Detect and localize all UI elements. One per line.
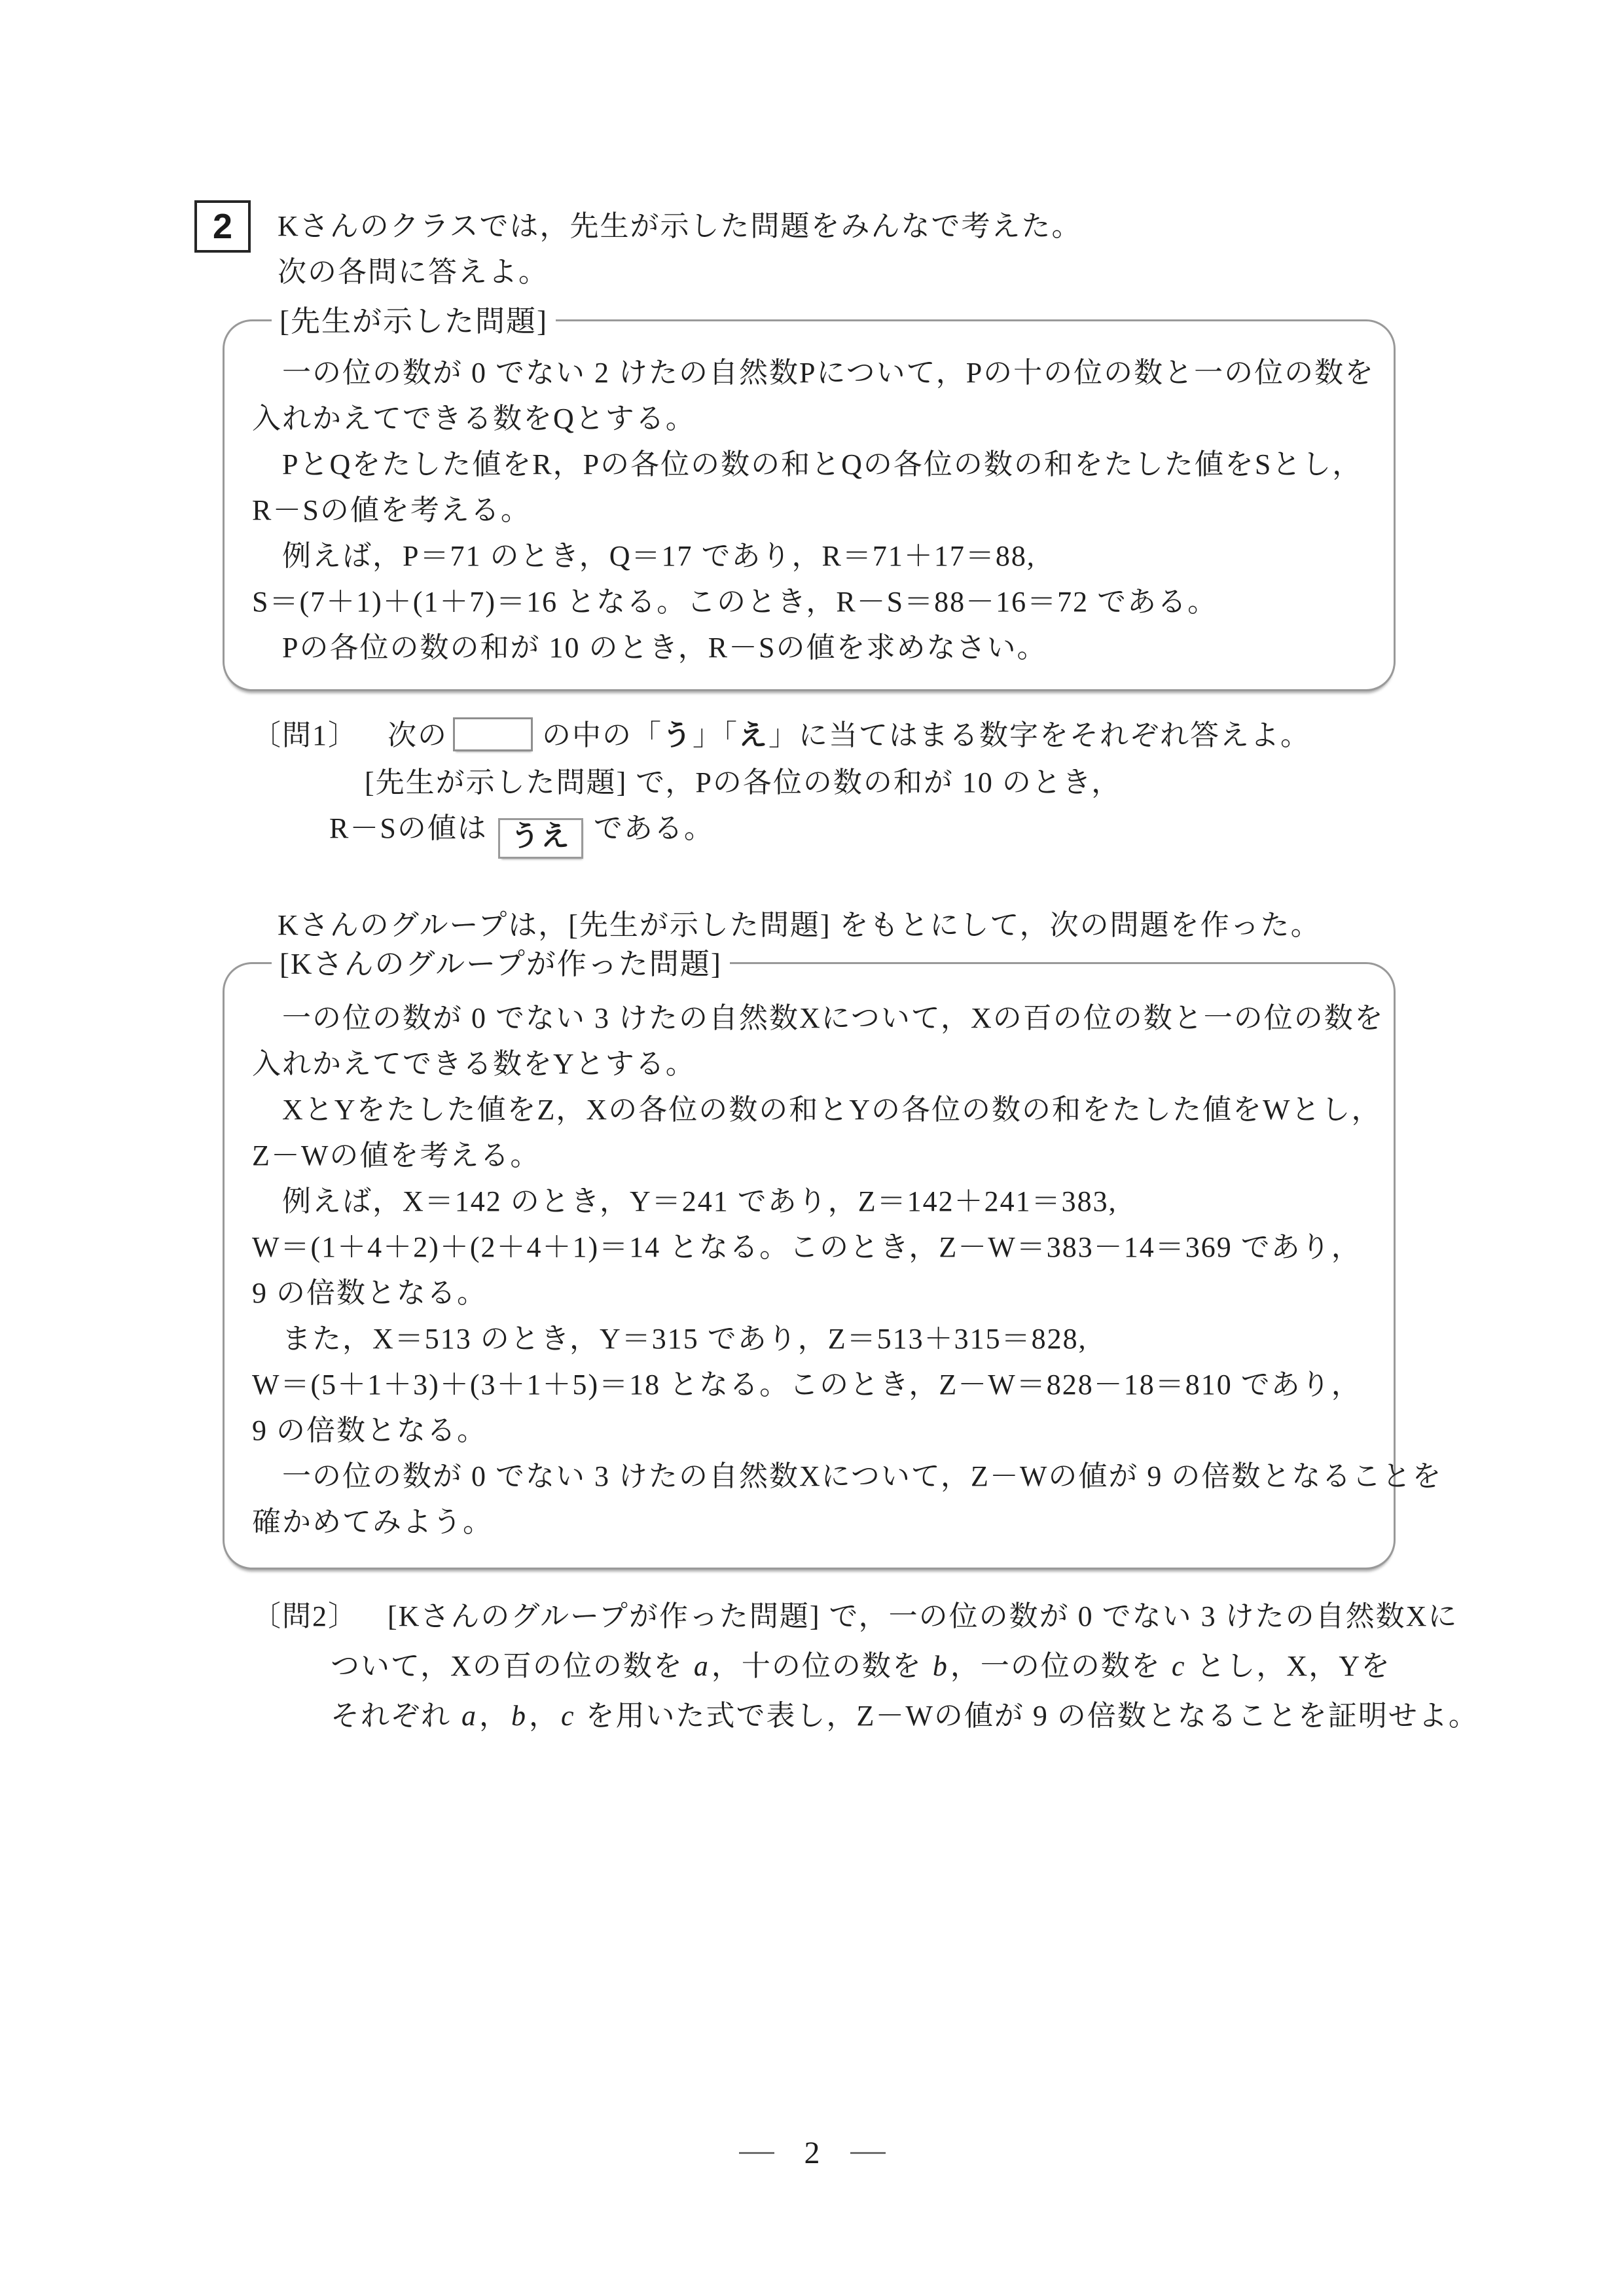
q2-line-3: それぞれ a，b，c を用いた式で表し，Z－Wの値が 9 の倍数となることを証明せよ。 <box>331 1700 1479 1732</box>
q1-line-1-pre: 次の <box>388 719 448 751</box>
teacher-problem-line: 例えば，P＝71 のとき，Q＝17 であり，R＝71＋17＝88, <box>252 540 1036 572</box>
q1-answer-box <box>498 818 583 859</box>
footer-dash-right <box>850 2152 886 2154</box>
problem-number-box <box>194 200 251 253</box>
intro-line-1: Kさんのクラスでは，先生が示した問題をみんなで考えた。 <box>278 210 1082 242</box>
group-intro: Kさんのグループは，[先生が示した問題] をもとにして，次の問題を作った。 <box>278 909 1321 941</box>
q1-line-1-rest: の中の「う」「え」に当てはまる数字をそれぞれ答えよ。 <box>542 719 1310 751</box>
q1-line-3-post: である。 <box>593 812 714 844</box>
group-problem-line: 一の位の数が 0 でない 3 けたの自然数Xについて，Xの百の位の数と一の位の数を <box>252 1002 1384 1034</box>
teacher-problem-line: Pの各位の数の和が 10 のとき，R－Sの値を求めなさい。 <box>252 632 1047 664</box>
group-problem-line: 9 の倍数となる。 <box>252 1414 487 1446</box>
q1-answer-placeholder: うえ <box>510 820 571 852</box>
q2-line-1 <box>252 1598 1458 1635</box>
teacher-problem-line: S＝(7＋1)＋(1＋7)＝16 となる。このとき，R－S＝88－16＝72 である。 <box>252 586 1218 618</box>
q1-line-3-pre: R－Sの値は <box>329 812 488 844</box>
group-problem-line: 9 の倍数となる。 <box>252 1277 487 1309</box>
intro-line-2: 次の各問に答えよ。 <box>278 256 549 288</box>
group-problem-line: 入れかえてできる数をYとする。 <box>252 1048 696 1080</box>
group-problem-label: [Kさんのグループが作った問題] <box>272 947 730 981</box>
group-problem-line: また，X＝513 のとき，Y＝315 であり，Z＝513＋315＝828, <box>252 1323 1087 1355</box>
q2-line-1-text: [Kさんのグループが作った問題] で，一の位の数が 0 でない 3 けたの自然数Xに <box>388 1600 1458 1632</box>
footer-page-number: 2 <box>804 2136 820 2170</box>
group-problem-line: 確かめてみよう。 <box>252 1506 493 1538</box>
problem-number: 2 <box>212 207 233 246</box>
footer-dash-left <box>739 2152 774 2154</box>
q1-blank-box <box>453 717 533 751</box>
q1-line-2: [先生が示した問題] で，Pの各位の数の和が 10 のとき， <box>365 766 1122 798</box>
group-problem-line: W＝(5＋1＋3)＋(3＋1＋5)＝18 となる。このとき，Z－W＝828－18＝810 であり， <box>252 1369 1362 1401</box>
group-problem-line: XとYをたした値をZ，Xの各位の数の和とYの各位の数の和をたした値をWとし， <box>252 1094 1382 1126</box>
teacher-problem-line: 入れかえてできる数をQとする。 <box>252 403 696 435</box>
teacher-problem-line: 一の位の数が 0 でない 2 けたの自然数Pについて，Pの十の位の数と一の位の数を <box>252 357 1375 389</box>
teacher-problem-box <box>223 305 1396 691</box>
q2-label: 〔問2〕 <box>252 1600 358 1632</box>
group-problem-line: Z－Wの値を考える。 <box>252 1139 541 1172</box>
group-problem-box <box>223 948 1443 1570</box>
teacher-problem-label: [先生が示した問題] <box>272 304 556 338</box>
q1-line-1 <box>252 717 1310 754</box>
page-footer <box>0 2135 1624 2171</box>
group-problem-line: 例えば，X＝142 のとき，Y＝241 であり，Z＝142＋241＝383, <box>252 1185 1117 1217</box>
q1-label: 〔問1〕 <box>252 719 358 751</box>
q1-line-3 <box>329 810 714 859</box>
group-problem-line: 一の位の数が 0 でない 3 けたの自然数Xについて，Z－Wの値が 9 の倍数となることを <box>252 1460 1443 1492</box>
teacher-problem-line: R－Sの値を考える。 <box>252 494 531 526</box>
q2-line-2: ついて，Xの百の位の数を a，十の位の数を b，一の位の数を c とし，X，Yを <box>331 1650 1391 1682</box>
teacher-problem-line: PとQをたした値をR，Pの各位の数の和とQの各位の数の和をたした値をSとし， <box>252 448 1363 480</box>
group-problem-line: W＝(1＋4＋2)＋(2＋4＋1)＝14 となる。このとき，Z－W＝383－14＝369 であり， <box>252 1231 1362 1263</box>
